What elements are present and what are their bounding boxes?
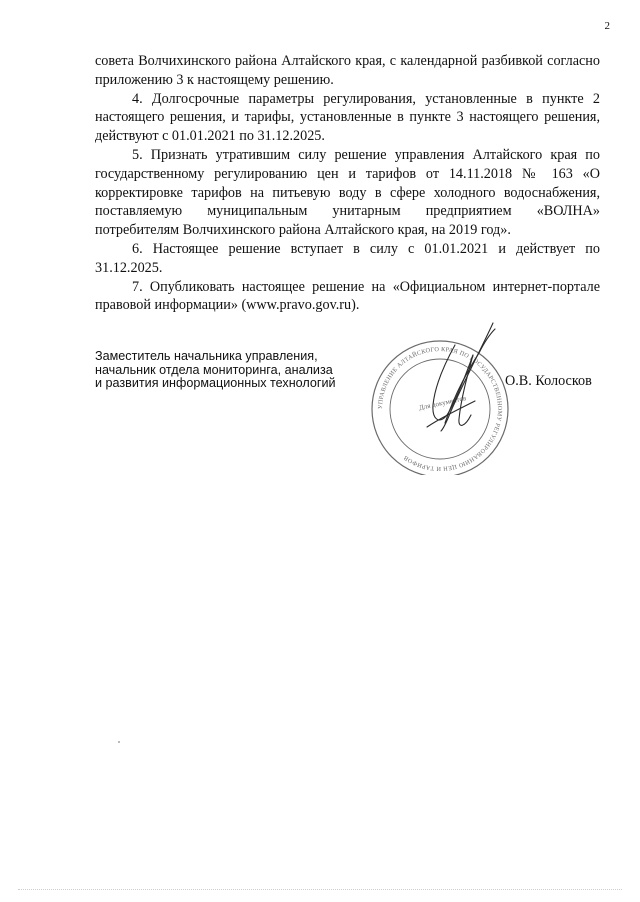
scan-speck <box>118 741 120 743</box>
page-number: 2 <box>604 20 610 32</box>
seal-ring-text <box>377 346 503 472</box>
signatory-position <box>95 350 370 391</box>
seal-center-text: Для документов <box>418 394 467 412</box>
seal-stamp <box>372 341 508 475</box>
paragraph-6: 6. Настоящее решение вступает в силу с 01.01.2021 и действует по 31.12.2025. <box>95 240 600 276</box>
official-seal-with-signature <box>355 315 525 475</box>
handwritten-signature <box>427 323 495 431</box>
position-line-1: Заместитель начальника управления, <box>95 349 318 363</box>
position-line-2: начальник отдела мониторинга, анализа <box>95 362 333 377</box>
paragraph-4: 4. Долгосрочные параметры регулирования, установленные в пункте 2 настоящего решения, и тарифы, установленные в пункте 3 настоящего решения, действуют с 01.01.2021 по 31.12.2025. <box>95 90 600 145</box>
seal-ring-textpath: УПРАВЛЕНИЕ АЛТАЙСКОГО КРАЯ ПО ГОСУДАРСТВЕННОМУ РЕГУЛИРОВАНИЮ ЦЕН И ТАРИФОВ <box>376 345 504 473</box>
scan-edge-line <box>18 889 622 890</box>
paragraph-continuation: совета Волчихинского района Алтайского края, с календарной разбивкой согласно приложению 3 к настоящему решению. <box>95 53 600 88</box>
document-body <box>95 52 600 315</box>
paragraph-7: 7. Опубликовать настоящее решение на «Официальном интернет-портале правовой информации» (www.pravo.gov.ru). <box>95 278 600 314</box>
signatory-name: О.В. Колосков <box>505 373 592 389</box>
paragraph-5: 5. Признать утратившим силу решение управления Алтайского края по государственному регулированию цен и тарифов от 14.11.2018 № 163 «О корректировке тарифов на питьевую воду в сфере холодного водоснабжения, поставляемую муниципальным унитарным предприятием «ВОЛНА» потребителям Волчихинского района Алтайского края, на 2019 год». <box>95 146 600 239</box>
position-line-3: и развития информационных технологий <box>95 376 336 390</box>
